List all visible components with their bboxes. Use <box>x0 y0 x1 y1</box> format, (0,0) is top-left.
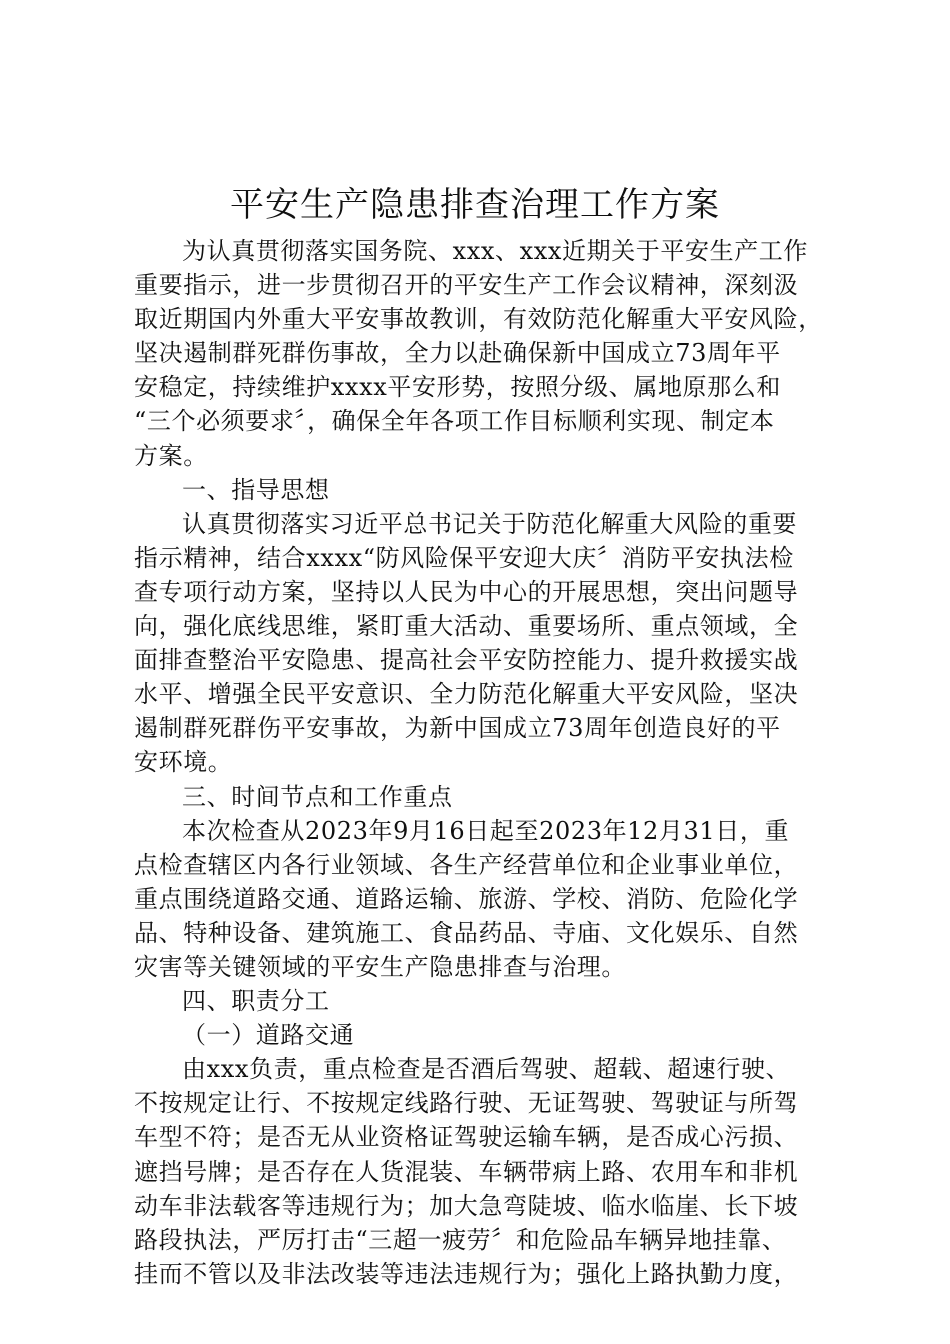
paragraph-line: 路段执法，严厉打击“三超一疲劳〞和危险品车辆异地挂靠、 <box>134 1225 787 1254</box>
paragraph-line: 重点围绕道路交通、道路运输、旅游、学校、消防、危险化学 <box>134 884 799 913</box>
subsection-heading: （一）道路交通 <box>182 1021 355 1050</box>
section-heading: 四、职责分工 <box>182 987 330 1016</box>
paragraph-line: 由xxx负责，重点检查是否酒后驾驶、超载、超速行驶、 <box>182 1055 791 1084</box>
paragraph-line: 安环境。 <box>134 748 233 777</box>
paragraph-line: “三个必须要求〞，确保全年各项工作目标顺利实现、制定本 <box>134 407 775 436</box>
paragraph-line: 查专项行动方案，坚持以人民为中心的开展思想，突出问题导 <box>134 577 799 606</box>
paragraph-line: 遮挡号牌；是否存在人货混装、车辆带病上路、农用车和非机 <box>134 1157 799 1186</box>
paragraph-line: 不按规定让行、不按规定线路行驶、无证驾驶、驾驶证与所驾 <box>134 1089 799 1118</box>
paragraph-line: 向，强化底线思维，紧盯重大活动、重要场所、重点领域，全 <box>134 612 799 641</box>
section-heading: 一、指导思想 <box>182 475 330 504</box>
paragraph-line: 遏制群死群伤平安事故，为新中国成立73周年创造良好的平 <box>134 714 781 743</box>
document-body <box>134 234 834 1291</box>
paragraph-line: 重要指示，进一步贯彻召开的平安生产工作会议精神，深刻汲 <box>134 271 799 300</box>
section-heading: 三、时间节点和工作重点 <box>182 782 453 811</box>
paragraph-line: 品、特种设备、建筑施工、食品药品、寺庙、文化娱乐、自然 <box>134 918 799 947</box>
paragraph-line: 为认真贯彻落实国务院、xxx、xxx近期关于平安生产工作 <box>182 237 809 265</box>
paragraph-line: 动车非法载客等违规行为；加大急弯陡坡、临水临崖、长下坡 <box>134 1191 799 1220</box>
paragraph-line: 点检查辖区内各行业领域、各生产经营单位和企业事业单位， <box>134 850 799 879</box>
paragraph-line: 方案。 <box>134 441 208 470</box>
document-title: 平安生产隐患排查治理工作方案 <box>230 185 720 225</box>
paragraph-line: 取近期国内外重大平安事故教训，有效防范化解重大平安风险， <box>134 305 823 334</box>
paragraph-line: 车型不符；是否无从业资格证驾驶运输车辆，是否成心污损、 <box>134 1123 799 1152</box>
paragraph-line: 安稳定，持续维护xxxx平安形势，按照分级、属地原那么和 <box>134 373 781 402</box>
paragraph-line: 坚决遏制群死群伤事故，全力以赴确保新中国成立73周年平 <box>134 339 781 368</box>
paragraph-line: 挂而不管以及非法改装等违法违规行为；强化上路执勤力度， <box>134 1259 799 1288</box>
paragraph-line: 面排查整治平安隐患、提高社会平安防控能力、提升救援实战 <box>134 646 799 675</box>
paragraph-line: 本次检查从2023年9月16日起至2023年12月31日，重 <box>182 816 790 845</box>
paragraph-line: 认真贯彻落实习近平总书记关于防范化解重大风险的重要 <box>182 509 797 538</box>
paragraph-line: 灾害等关键领域的平安生产隐患排查与治理。 <box>134 952 626 981</box>
paragraph-line: 水平、增强全民平安意识、全力防范化解重大平安风险，坚决 <box>134 680 799 709</box>
paragraph-line: 指示精神，结合xxxx“防风险保平安迎大庆〞消防平安执法检 <box>134 543 794 572</box>
